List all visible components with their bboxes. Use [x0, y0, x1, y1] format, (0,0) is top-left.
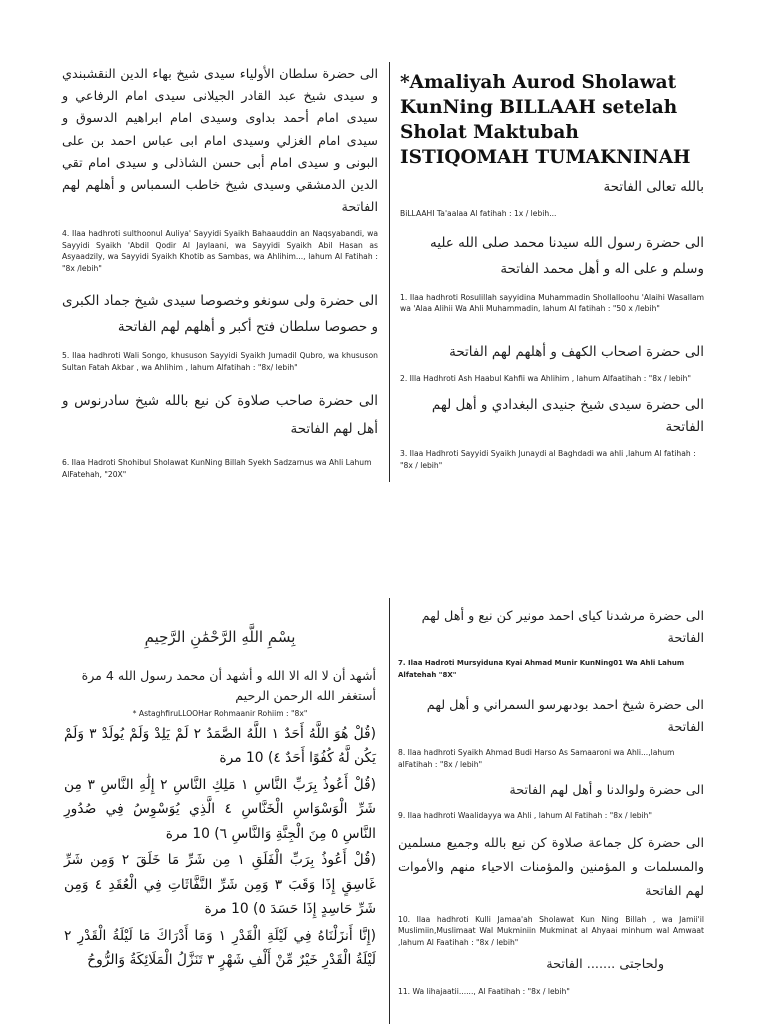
item-3-text: 3. Ilaa Hadhroti Sayyidi Syaikh Junaydi al Baghdadi wa ahli ,lahum Al fatihah : "8x / lebih" — [400, 449, 696, 470]
surah-qadr: (إِنَّا أَنزَلْنَاهُ فِي لَيْلَةِ الْقَدْرِ ١ وَمَا أَدْرَاكَ مَا لَيْلَةُ الْقَدْرِ ٢ لَيْلَةُ الْقَدْرِ خَيْرٌ مِّنْ أَلْفِ شَهْرٍ ٣ تَنَزَّلُ الْمَلَائِكَةُ وَالرُّوحُ — [64, 927, 377, 968]
lower-divider — [389, 598, 390, 1024]
item-1-text: 1. Ilaa hadhroti Rosulillah sayyidina Muhammadin Shollalloohu 'Alaihi Wasallam wa 'Alaa Alihii Wa Ahli Muhammadin, lahum Al fatihah : "50 x /lebih" — [400, 292, 704, 313]
istighfar-latin: * AstaghfiruLLOOHar Rohmaanir Rohiim : "8x" — [132, 709, 308, 718]
arabic-ahmad-budi-text: الى حضرة شيخ احمد بودىهرسو السمراني و أهل لهم الفاتحة — [426, 698, 704, 735]
arabic-shohibul-text: الى حضرة صاحب صلاوة كن نيع بالله شيخ سادرنوس و أهل لهم الفاتحة — [62, 393, 378, 437]
arabic-hajat-text: ولحاجتى ....... الفاتحة — [546, 957, 664, 972]
item-7-text: 7. Ilaa Hadroti Mursyiduna Kyai Ahmad Munir KunNing01 Wa Ahli Lahum Alfatehah "8X" — [398, 659, 685, 679]
item-5-text: 5. Ilaa hadhroti Wali Songo, khususon Sayyidi Syaikh Jumadil Qubro, wa khususon Sultan Fatah Akbar , wa Ahlihim , lahum Alfatihah : "8x/ lebih" — [62, 351, 378, 372]
item-4-text: 4. Ilaa hadhroti sulthoonul Auliya' Sayyidi Syaikh Bahaauddin an Naqsyabandi, wa Sayyidi Syaikh 'Abdil Qodir Al Jaylaani, wa Sayyidi Syaikh Abil Hasan as Asyaadzily, wa Sayyidi Syaikh Khotib as Sambas, wa Ahlihim..., lahum Al Fatihah : "8x /lebih" — [62, 229, 378, 273]
surah-nas: (قُلْ أَعُوذُ بِرَبِّ النَّاسِ ١ مَلِكِ النَّاسِ ٢ إِلَٰهِ النَّاسِ ٣ مِن شَرِّ الْوَسْوَاسِ الْخَنَّاسِ ٤ الَّذِي يُوَسْوِسُ فِي صُدُورِ النَّاسِ ٥ مِنَ الْجِنَّةِ وَالنَّاسِ ٦) 10 مرة — [64, 776, 377, 842]
item-8-text: 8. Ilaa hadhroti Syaikh Ahmad Budi Harso As Samaaroni wa Ahli...,lahum alFatihah : "8x / lebih" — [398, 748, 675, 769]
lower-left-panel — [64, 624, 376, 973]
item-9-text: 9. Ilaa hadhroti Waalidayya wa Ahli , lahum Al Fatihah : "8x / lebih" — [398, 811, 652, 820]
item-2-text: 2. Illa Hadhroti Ash Haabul Kahfii wa Ahlihim , lahum Alfaatihah : "8x / lebih" — [400, 373, 691, 383]
arabic-wali-songo-text: الى حضرة ولى سونغو وخصوصا سيدى شيخ جماد الكبرى و حصوصا سلطان فتح أكبر و أهلهم لهم الفاتحة — [62, 293, 378, 335]
arabic-auliya-text: الى حضرة سلطان الأولياء سيدى شيخ بهاء الدين النقشبندي و سيدى شيخ عبد القادر الجيلانى سيدى امام الرفاعي و سيدى امام أحمد بداوى وسيدى امام ابراهيم الدسوق و سيدى امام الغزلي وسيدى امام ابى عباس احمد بن على البونى و سيدى امام أبى حسن الشاذلى و سيدى امام تقي الدين الدمشقي وسيدى شيخ خاطب السمباس و أهلهم لهم الفاتحة — [62, 67, 378, 216]
arabic-mursyid-text: الى حضرة مرشدنا كياى احمد مونير كن نيع و أهل لهم الفاتحة — [421, 609, 704, 646]
arabic-walidayya-text: الى حضرة ولوالدنا و أهل لهم الفاتحة — [509, 783, 704, 798]
item-6-text: 6. Ilaa Hadroti Shohibul Sholawat KunNing Billah Syekh Sadzarnus wa Ahli Lahum AlFatehah, "20X" — [62, 458, 372, 479]
upper-left-panel — [62, 64, 378, 480]
surah-ikhlas: (قُلْ هُوَ اللَّهُ أَحَدٌ ١ اللَّهُ الصَّمَدُ ٢ لَمْ يَلِدْ وَلَمْ يُولَدْ ٣ وَلَمْ يَكُن لَّهُ كُفُوًا أَحَدٌ ٤) 10 مرة — [64, 725, 376, 766]
arabic-ashabul-kahfi-text: الى حضرة اصحاب الكهف و أهلهم لهم الفاتحة — [449, 343, 704, 360]
arabic-jamaah-text: الى حضرة كل جماعة صلاوة كن نيع بالله وجميع مسلمين والمسلمات و المؤمنين والمؤمنات الاحياء منهم والأموات لهم الفاتحة — [398, 835, 704, 899]
surah-falaq: (قُلْ أَعُوذُ بِرَبِّ الْفَلَقِ ١ مِن شَرِّ مَا خَلَقَ ٢ وَمِن شَرِّ غَاسِقٍ إِذَا وَقَبَ ٣ وَمِن شَرِّ النَّفَّاثَاتِ فِي الْعُقَدِ ٤ وَمِن شَرِّ حَاسِدٍ إِذَا حَسَدَ ٥) 10 مرة — [64, 852, 377, 917]
basmalah: بِسْمِ اللَّهِ الرَّحْمَٰنِ الرَّحِيمِ — [144, 628, 296, 646]
lower-right-panel — [398, 606, 704, 998]
billah-line-text: BiLLAAHI Ta'aalaa Al fatihah : 1x / lebih... — [400, 209, 557, 218]
item-11-text: 11. Wa lihajaatii......, Al Faatihah : "8x / lebih" — [398, 987, 570, 996]
upper-right-panel — [400, 70, 704, 471]
arabic-billah-line: بالله تعالى الفاتحة — [603, 179, 704, 195]
arabic-junaydi-text: الى حضرة سيدى شيخ جنيدى البغدادي و أهل لهم الفاتحة — [431, 397, 704, 435]
shahada-text: أشهد أن لا اله الا الله و أشهد أن محمد رسول الله 4 مرة — [81, 668, 376, 683]
item-10-text: 10. Ilaa hadhroti Kulli Jamaa'ah Sholawat Kun Ning Billah , wa Jamii'il Muslimiin,Muslimaat Wal Mukminiin Mukminat al Ahyaai minhum wal Amwaat ,lahum Al Faatihah : "8x / lebih" — [398, 914, 704, 947]
istighfar-arabic: أستغفر الله الرحمن الرحيم — [235, 688, 376, 703]
arabic-rosulillah-text: الى حضرة رسول الله سيدنا محمد صلى الله عليه وسلم و على اله و أهل محمد الفاتحة — [430, 234, 704, 277]
page-title: *Amaliyah Aurod Sholawat KunNing BILLAAH setelah Sholat Maktubah ISTIQOMAH TUMAKNINAH — [400, 72, 691, 168]
upper-divider — [389, 62, 390, 482]
